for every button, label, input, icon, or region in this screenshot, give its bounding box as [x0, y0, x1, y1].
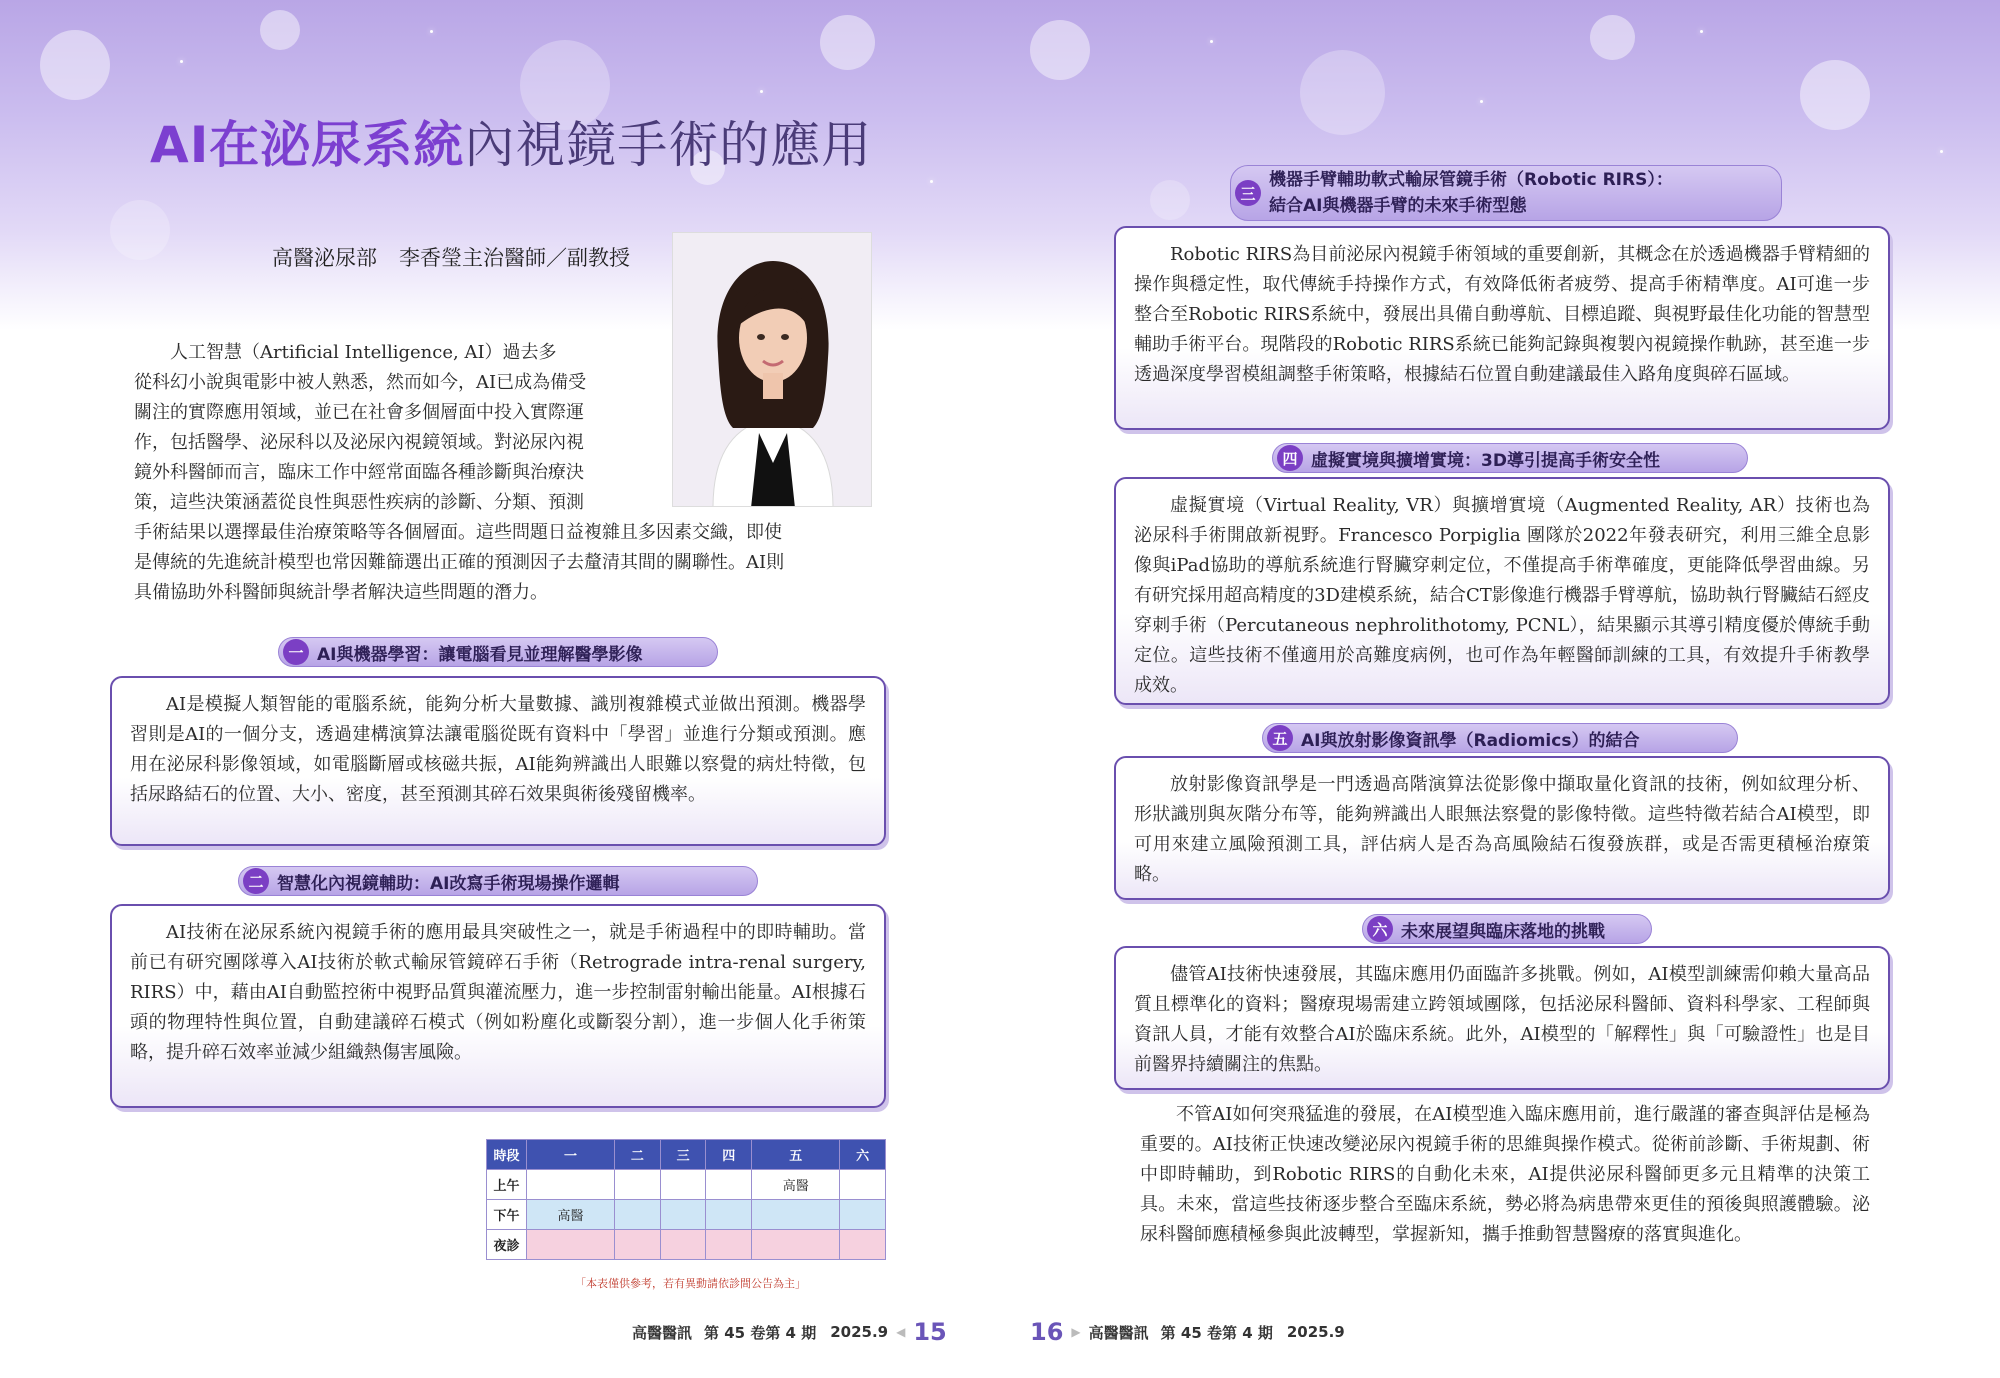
schedule-cell: 高醫: [752, 1170, 840, 1200]
schedule-header-cell: 六: [840, 1140, 886, 1170]
intro-line: 從科幻小說與電影中被人熟悉，然而如今，AI已成為備受: [134, 372, 587, 393]
section-title: 未來展望與臨床落地的挑戰: [1401, 921, 1605, 942]
bokeh-decoration: [1150, 180, 1190, 220]
section-6-heading: [1362, 914, 1652, 944]
intro-line: 是傳統的先進統計模型也常因難篩選出正確的預測因子去釐清其間的關聯性。AI則: [134, 552, 785, 573]
article-title-rest: 內視鏡手術的應用: [464, 116, 873, 174]
author-name: 李香瑩主治醫師／副教授: [399, 246, 630, 270]
section-5-heading: [1262, 723, 1738, 753]
schedule-row-label: 下午: [487, 1200, 527, 1230]
schedule-header-cell: 時段: [487, 1140, 527, 1170]
section-number-badge: 五: [1267, 725, 1293, 751]
section-number-badge: 二: [243, 868, 269, 894]
schedule-note: 「本表僅供參考，若有異動請依診間公告為主」: [575, 1277, 806, 1290]
section-title: AI與放射影像資訊學（Radiomics）的結合: [1301, 730, 1640, 751]
schedule-cell: [706, 1230, 752, 1260]
intro-line: 具備協助外科醫師與統計學者解決這些問題的潛力。: [134, 582, 548, 603]
schedule-cell: [615, 1200, 661, 1230]
schedule-cell: [706, 1200, 752, 1230]
schedule-cell: [706, 1170, 752, 1200]
bokeh-decoration: [1030, 20, 1090, 80]
schedule-row-label: 夜診: [487, 1230, 527, 1260]
section-5-text: 放射影像資訊學是一門透過高階演算法從影像中擷取量化資訊的技術，例如紋理分析、形狀識別與灰階分布等，能夠辨識出人眼無法察覺的影像特徵。這些特徵若結合AI模型，即可用來建立風險預測工具，評估病人是否為高風險結石復發族群，或是否需更積極治療策略。: [1134, 774, 1870, 885]
schedule-header-cell: 二: [615, 1140, 661, 1170]
section-title: [1269, 167, 1673, 219]
schedule-cell: [527, 1230, 615, 1260]
section-2-box: [110, 904, 886, 1108]
schedule-header-cell: 五: [752, 1140, 840, 1170]
sparkle-decoration: [1700, 30, 1703, 33]
intro-line: 鏡外科醫師而言，臨床工作中經常面臨各種診斷與治療決: [134, 462, 584, 483]
section-1-box: [110, 676, 886, 846]
section-1-text: AI是模擬人類智能的電腦系統，能夠分析大量數據、識別複雜模式並做出預測。機器學習則是AI的一個分支，透過建構演算法讓電腦從既有資料中「學習」並進行分類或預測。應用在泌尿科影像領域，如電腦斷層或核磁共振，AI能夠辨識出人眼難以察覺的病灶特徵，包括尿路結石的位置、大小、密度，甚至預測其碎石效果與術後殘留機率。: [130, 694, 866, 805]
section-3-text: Robotic RIRS為目前泌尿內視鏡手術領域的重要創新，其概念在於透過機器手臂精細的操作與穩定性，取代傳統手持操作方式，有效降低術者疲勞、提高手術精準度。AI可進一步整合至Robotic RIRS系統中，發展出具備自動導航、目標追蹤、與視野最佳化功能的智慧型輔助手術平台。現階段的Robotic RIRS系統已能夠記錄與複製內視鏡操作軌跡，甚至進一步透過深度學習模組調整手術策略，根據結石位置自動建議最佳入路角度與碎石區域。: [1134, 244, 1870, 385]
schedule-cell: [660, 1200, 706, 1230]
schedule-header-cell: 一: [527, 1140, 615, 1170]
footer-right: [1030, 1318, 1345, 1346]
schedule-header-cell: 四: [706, 1140, 752, 1170]
schedule-cell: [527, 1170, 615, 1200]
schedule-header-row: [487, 1140, 886, 1170]
author-photo: [672, 232, 872, 507]
footer-journal: 高醫醫訊: [1088, 1323, 1149, 1342]
footer-date: 2025.9: [830, 1323, 889, 1341]
intro-line: 策，這些決策涵蓋從良性與惡性疾病的診斷、分類、預測: [134, 492, 584, 513]
schedule-cell: [840, 1200, 886, 1230]
schedule-row-afternoon: [487, 1200, 886, 1230]
bokeh-decoration: [1800, 60, 1870, 130]
page-number: 15: [913, 1318, 947, 1346]
article-title-highlight: AI在泌尿系統: [150, 116, 465, 174]
intro-full-lines: [134, 518, 886, 608]
section-title-line: 機器手臂輔助軟式輸尿管鏡手術（Robotic RIRS）：: [1269, 170, 1673, 190]
bokeh-decoration: [1300, 50, 1385, 135]
section-3-heading: [1230, 165, 1782, 221]
triangle-left-icon: ◀: [896, 1325, 906, 1339]
footer-date: 2025.9: [1286, 1323, 1345, 1341]
schedule-row-morning: [487, 1170, 886, 1200]
section-3-box: [1114, 226, 1890, 430]
sparkle-decoration: [180, 60, 183, 63]
section-title: 虛擬實境與擴增實境：3D導引提高手術安全性: [1311, 450, 1660, 471]
sparkle-decoration: [1940, 150, 1943, 153]
schedule-row-label: 上午: [487, 1170, 527, 1200]
schedule-row-night: [487, 1230, 886, 1260]
section-6-box: [1114, 946, 1890, 1090]
schedule-cell: [840, 1230, 886, 1260]
bokeh-decoration: [260, 10, 300, 50]
section-number-badge: 四: [1277, 445, 1303, 471]
section-title-line: 結合AI與機器手臂的未來手術型態: [1269, 196, 1527, 216]
footer-volume: 第 45 卷第 4 期: [1160, 1323, 1273, 1342]
schedule-header-cell: 三: [660, 1140, 706, 1170]
clinic-schedule-table: [486, 1139, 886, 1260]
section-title: 智慧化內視鏡輔助：AI改寫手術現場操作邏輯: [277, 873, 620, 894]
intro-line: 作，包括醫學、泌尿科以及泌尿內視鏡領域。對泌尿內視: [134, 432, 584, 453]
section-number-badge: 一: [283, 639, 309, 665]
bokeh-decoration: [110, 200, 170, 260]
sparkle-decoration: [1480, 100, 1483, 103]
page-number: 16: [1030, 1318, 1064, 1346]
sparkle-decoration: [1210, 40, 1213, 43]
author-byline: [272, 242, 630, 272]
section-title: AI與機器學習：讓電腦看見並理解醫學影像: [317, 644, 643, 665]
intro-line: 人工智慧（Artificial Intelligence, AI）過去多: [170, 342, 557, 363]
article-title: [150, 105, 872, 177]
schedule-cell: [752, 1200, 840, 1230]
schedule-cell: [615, 1170, 661, 1200]
section-number-badge: 六: [1367, 916, 1393, 942]
section-2-heading: [238, 866, 758, 896]
page-16: [1000, 0, 2000, 1378]
section-5-box: [1114, 756, 1890, 900]
section-number-badge: 三: [1235, 180, 1261, 206]
intro-line: 關注的實際應用領域，並已在社會多個層面中投入實際運: [134, 402, 584, 423]
footer-journal: 高醫醫訊: [632, 1323, 693, 1342]
bokeh-decoration: [1590, 15, 1635, 60]
sparkle-decoration: [430, 30, 433, 33]
schedule-cell: 高醫: [527, 1200, 615, 1230]
section-4-box: [1114, 477, 1890, 705]
schedule-cell: [660, 1170, 706, 1200]
schedule-cell: [615, 1230, 661, 1260]
author-portrait-illustration: [673, 233, 872, 507]
author-department: 高醫泌尿部: [272, 246, 377, 270]
section-4-heading: [1272, 443, 1748, 473]
bokeh-decoration: [40, 30, 110, 100]
section-1-heading: [278, 637, 718, 667]
triangle-right-icon: ▶: [1071, 1325, 1081, 1339]
intro-line: 手術結果以選擇最佳治療策略等各個層面。這些問題日益複雜且多因素交織，即使: [134, 522, 782, 543]
schedule-cell: [660, 1230, 706, 1260]
section-2-text: AI技術在泌尿系統內視鏡手術的應用最具突破性之一，就是手術過程中的即時輔助。當前已有研究團隊導入AI技術於軟式輸尿管鏡碎石手術（Retrograde intra-renal surgery, RIRS）中，藉由AI自動監控術中視野品質與灌流壓力，進一步控制雷射輸出能量。AI根據石頭的物理特性與位置，自動建議碎石模式（例如粉塵化或斷裂分割），進一步個人化手術策略，提升碎石效率並減少組織熱傷害風險。: [130, 922, 866, 1063]
schedule-cell: [752, 1230, 840, 1260]
sparkle-decoration: [760, 90, 763, 93]
intro-short-lines: [134, 338, 646, 518]
bokeh-decoration: [820, 15, 875, 70]
footer-volume: 第 45 卷第 4 期: [704, 1323, 817, 1342]
footer-left: [632, 1318, 947, 1346]
conclusion-paragraph: 不管AI如何突飛猛進的發展，在AI模型進入臨床應用前，進行嚴謹的審查與評估是極為重要的。AI技術正快速改變泌尿內視鏡手術的思維與操作模式。從術前診斷、手術規劃、術中即時輔助，到Robotic RIRS的自動化未來，AI提供泌尿科醫師更多元且精準的決策工具。未來，當這些技術逐步整合至臨床系統，勢必將為病患帶來更佳的預後與照護體驗。泌尿科醫師應積極參與此波轉型，掌握新知，攜手推動智慧醫療的落實與進化。: [1140, 1104, 1870, 1245]
section-4-text: 虛擬實境（Virtual Reality, VR）與擴增實境（Augmented Reality, AR）技術也為泌尿科手術開啟新視野。Francesco Porpiglia 團隊於2022年發表研究，利用三維全息影像與iPad協助的導航系統進行腎臟穿刺定位，不僅提高手術準確度，更能降低學習曲線。另有研究採用超高精度的3D建模系統，結合CT影像進行機器手臂導航，協助執行腎臟結石經皮穿刺手術（Percutaneous nephrolithotomy, PCNL），結果顯示其導引精度優於傳統手動定位。這些技術不僅適用於高難度病例，也可作為年輕醫師訓練的工具，有效提升手術教學成效。: [1134, 495, 1870, 696]
schedule-cell: [840, 1170, 886, 1200]
sparkle-decoration: [930, 180, 933, 183]
section-6-text: 儘管AI技術快速發展，其臨床應用仍面臨許多挑戰。例如，AI模型訓練需仰賴大量高品質且標準化的資料；醫療現場需建立跨領域團隊，包括泌尿科醫師、資料科學家、工程師與資訊人員，才能有效整合AI於臨床系統。此外，AI模型的「解釋性」與「可驗證性」也是目前醫界持續關注的焦點。: [1134, 964, 1870, 1075]
